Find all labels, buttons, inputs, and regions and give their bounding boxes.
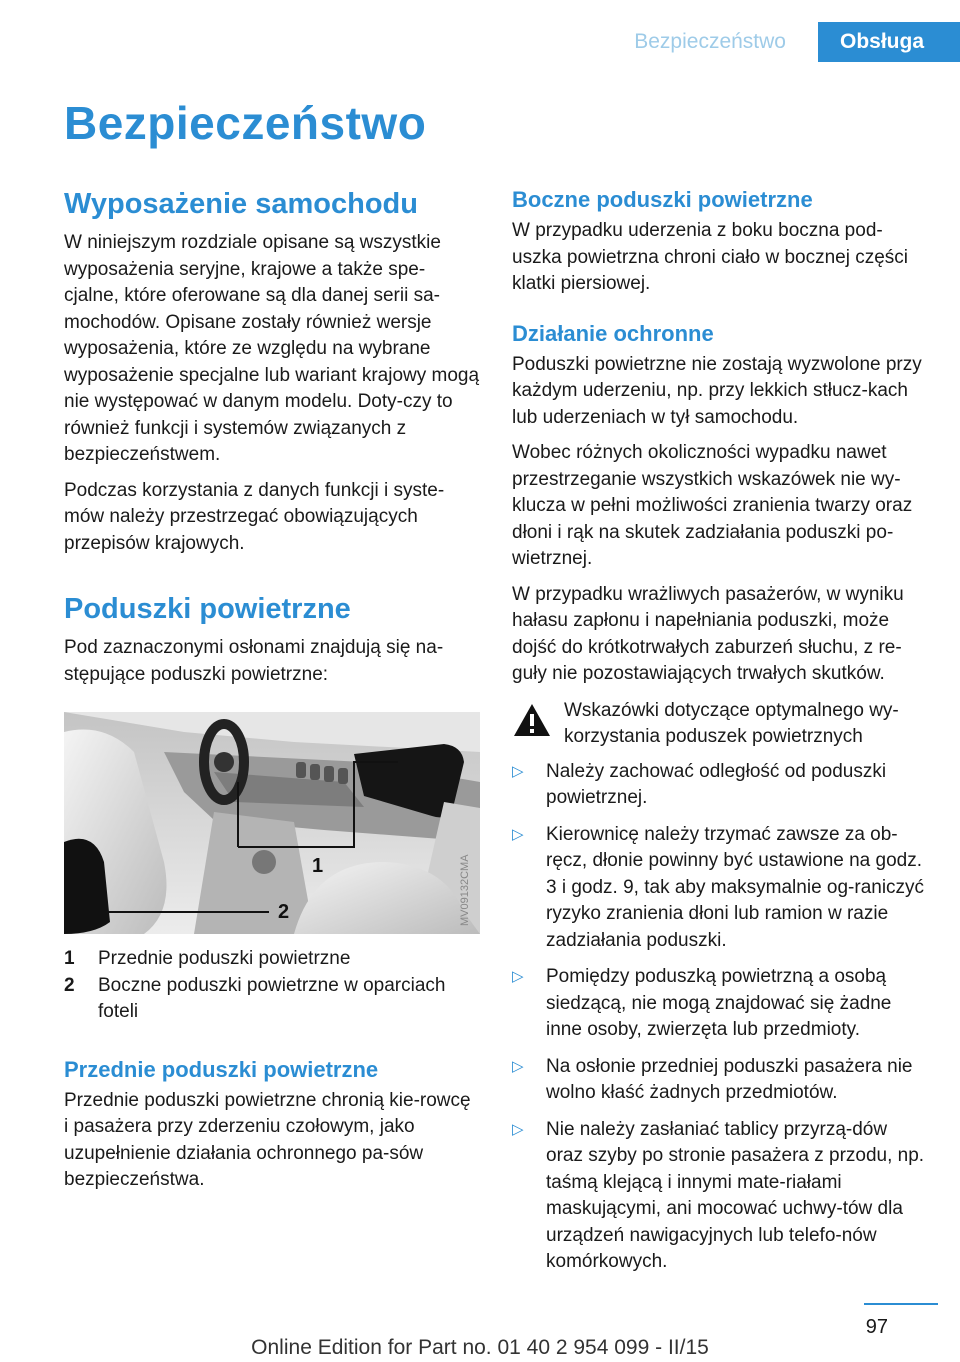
triangle-bullet-icon: ▷ [512,762,524,780]
page-number: 97 [865,1316,888,1338]
paragraph-protection-2: Wobec różnych okoliczności wypadku nawet przestrzeganie wszystkich wskazówek nie wy-klucza w pełni możliwości zranienia twarzy oraz dłoni i rąk na skutek zadziałania poduszki po-wietrznej. [512,442,913,569]
heading-equipment: Wyposażenie samochodu [64,188,418,220]
section-tab: Bezpieczeństwo [608,22,818,62]
triangle-bullet-icon: ▷ [512,1120,524,1138]
legend-number: 1 [64,948,75,969]
warning-text: Wskazówki dotyczące optymalnego wy-korzystania poduszek powietrznych [564,699,899,747]
paragraph-equipment-2: Podczas korzystania z danych funkcji i syste-mów należy przestrzegać obowiązujących przepisów krajowych. [64,479,445,554]
triangle-bullet-icon: ▷ [512,825,524,843]
left-column [64,186,480,1203]
paragraph-airbags: Pod zaznaczonymi osłonami znajdują się na-stępujące poduszki powietrzne: [64,637,444,685]
callout-1: 1 [312,855,324,877]
legend-number: 2 [64,974,75,996]
legend-text: Boczne poduszki powietrzne w oparciach foteli [98,974,446,1022]
list-item-text: Na osłonie przedniej poduszki pasażera nie wolno kłaść żadnych przedmiotów. [546,1055,913,1103]
paragraph-front-airbags: Przednie poduszki powietrzne chronią kie-rowcę i pasażera przy zderzeniu czołowym, jako uzupełnienie działania ochronnego pa-sów bezpieczeństwa. [64,1089,471,1190]
footer-edition: Online Edition for Part no. 01 40 2 954 099 - II/15 [251,1336,709,1359]
list-item-text: Pomiędzy poduszką powietrzną a osobą siedzącą, nie mogą znajdować się żadne inne osoby, zwierzęta lub przedmioty. [546,966,892,1040]
figure-code: MV09132CMA [459,854,471,926]
heading-airbags: Poduszki powietrzne [64,593,351,625]
list-item-text: Kierownicę należy trzymać zawsze za ob-ręcz, dłonie powinny być ustawione na godz. 3 i godz. 9, tak aby maksymalnie og-raniczyć ryzyko zranienia dłoni lub ramion w razie zadziałania poduszki. [546,823,925,951]
list-item [512,1117,928,1276]
warning-box [512,698,928,751]
heading-protection: Działanie ochronne [512,320,714,346]
list-item [512,964,928,1044]
airbag-figure [64,712,480,934]
warning-icon [512,698,564,751]
right-column [512,186,928,1286]
legend-item [64,973,480,1026]
list-item [512,759,928,812]
chapter-tab: Obsługa [818,22,960,62]
heading-side-airbags: Boczne poduszki powietrzne [512,187,813,212]
triangle-bullet-icon: ▷ [512,968,524,985]
paragraph-protection-3: W przypadku wrażliwych pasażerów, w wyniku hałasu zapłonu i napełniania poduszki, może dojść do krótkotrwałych zaburzeń słuchu, z re-guły nie pozostawiających trwałych skutków. [512,583,904,684]
car-interior-illustration [64,712,480,934]
list-item [512,822,928,955]
page-title: Bezpieczeństwo [64,97,427,149]
list-item-text: Nie należy zasłaniać tablicy przyrzą-dów oraz szyby po stronie pasażera z przodu, np. taśmą klejącą i innymi mate-riałami maskującymi, ani mocować uchwy-tów dla urządzeń nawigacyjnych lub telefo-nów komórkowych. [546,1118,925,1272]
list-item [512,1054,928,1107]
triangle-bullet-icon: ▷ [512,1057,524,1075]
legend-item [64,946,480,973]
legend-text: Przednie poduszki powietrzne [98,948,351,969]
paragraph-protection-1: Poduszki powietrzne nie zostają wyzwolone przy każdym uderzeniu, np. przy lekkich stłucz-kach lub uderzeniach w tył samochodu. [512,353,922,428]
paragraph-equipment-1: W niniejszym rozdziale opisane są wszystkie wyposażenia seryjne, krajowe a także spe-cjalne, które oferowane są dla danej serii sa-mochodów. Opisane zostały również wersje wyposażenia, które ze względu na wybrane wyposażenie specjalne lub wariant krajowy mogą nie występować w danym modelu. Doty-czy to również funkcji i systemów związanych z bezpieczeństwem. [64,232,480,465]
paragraph-side-airbags: W przypadku uderzenia z boku boczna pod-uszka powietrzna chroni ciało w bocznej części klatki piersiowej. [512,220,909,294]
footer-divider [864,1303,938,1305]
callout-2: 2 [278,901,290,923]
header-tabs [608,22,960,62]
list-item-text: Należy zachować odległość od poduszki powietrznej. [546,760,887,808]
heading-front-airbags: Przednie poduszki powietrzne [64,1056,379,1082]
